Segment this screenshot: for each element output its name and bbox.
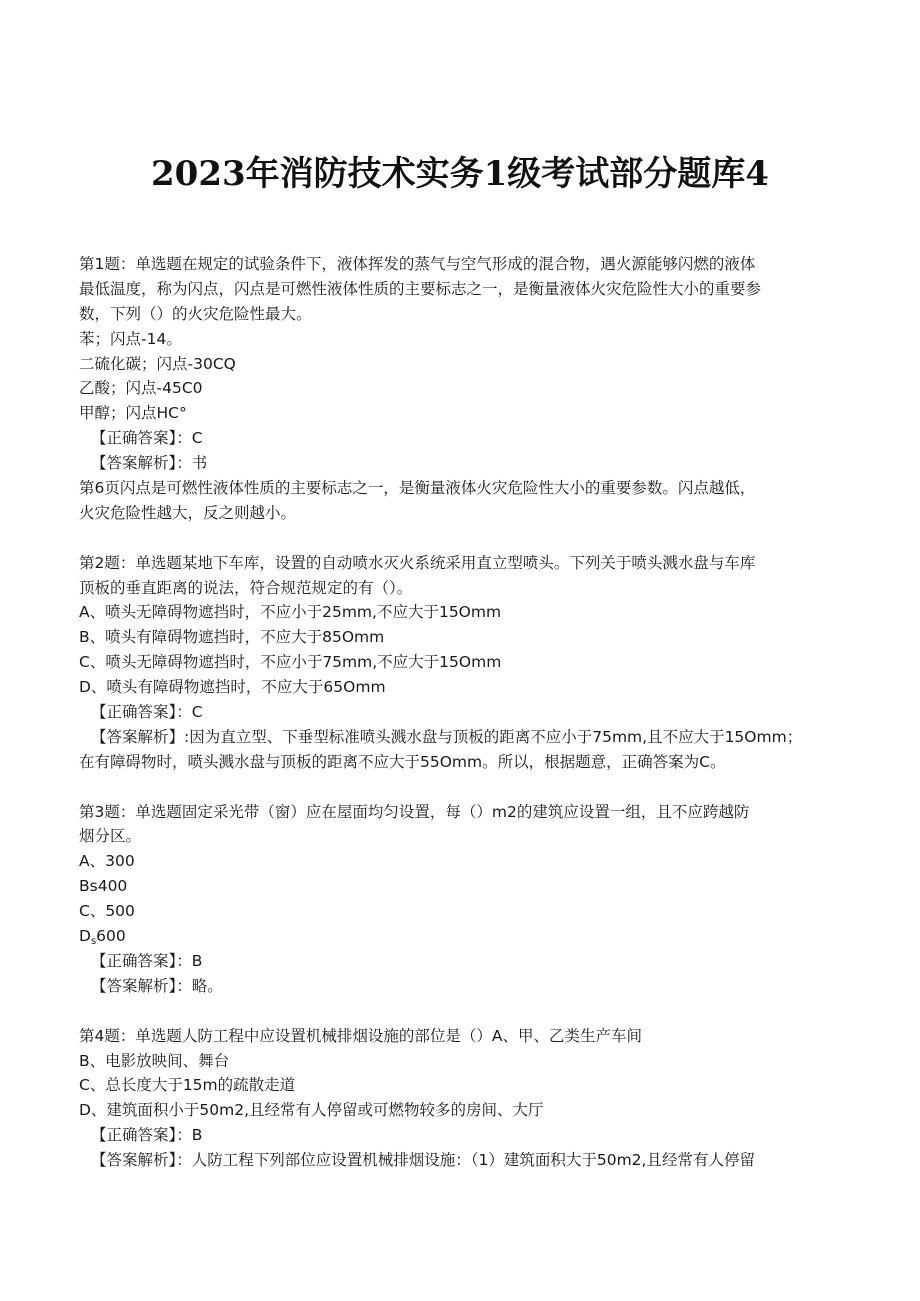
question-spacer [79, 999, 841, 1024]
correct-answer: 【正确答案】：C [91, 429, 203, 448]
answer-analysis: 【答案解析】：书 [91, 454, 208, 473]
document-title: 2023年消防技术实务1级考试部分题库4 [151, 154, 769, 194]
correct-answer: 【正确答案】：C [91, 703, 203, 722]
answer-analysis-line: 在有障碍物时，喷头溅水盘与顶板的距离不应大于55Omm。所以，根据题意，正确答案为C。 [79, 752, 726, 771]
option-a: A、喷头无障碍物遮挡时，不应小于25mm,不应大于15Omm [79, 603, 502, 622]
question-spacer [79, 775, 841, 800]
question-stem-line: 第2题：单选题某地下车库，设置的自动喷水灭火系统采用直立型喷头。下列关于喷头溅水盘与车库 [79, 553, 756, 572]
question-list [79, 252, 841, 1173]
option-c: C、500 [79, 902, 135, 921]
option-c: 乙酸；闪点-45C0 [79, 379, 203, 398]
option-d: D、喷头有障碍物遮挡时，不应大于65Omm [79, 678, 386, 697]
question-stem-line: 烟分区。 [79, 827, 142, 846]
answer-analysis: 【答案解析】:因为直立型、下垂型标准喷头溅水盘与顶板的距离不应小于75mm,且不应大于15Omm； [91, 727, 803, 746]
answer-analysis-line: 第6页闪点是可燃性液体性质的主要标志之一，是衡量液体火灾危险性大小的重要参数。闪点越低， [79, 479, 756, 498]
question-stem-line: 第1题：单选题在规定的试验条件下，液体挥发的蒸气与空气形成的混合物，遇火源能够闪燃的液体 [79, 255, 756, 273]
option-a: 苯；闪点-14。 [79, 329, 182, 348]
question-stem-line: 第3题：单选题固定采光带（窗）应在屋面均匀设置，每（）m2的建筑应设置一组，且不应跨越防 [79, 802, 750, 821]
option-d: 甲醇；闪点HC° [79, 404, 187, 423]
question-1 [79, 252, 841, 526]
option-d-subscript: s [90, 936, 97, 948]
option-b: 二硫化碳；闪点-30CQ [79, 354, 236, 373]
correct-answer: 【正确答案】：B [91, 951, 203, 970]
option-c: C、喷头无障碍物遮挡时，不应小于75mm,不应大于15Omm [79, 653, 502, 672]
option-d [79, 924, 841, 949]
answer-analysis: 【答案解析】：略。 [91, 976, 223, 995]
option-b: Bs400 [79, 877, 128, 896]
question-stem-line: 第4题：单选题人防工程中应设置机械排烟设施的部位是（）A、甲、乙类生产车间 [79, 1026, 642, 1045]
question-spacer [79, 526, 841, 551]
option-d-letter: D [79, 927, 91, 946]
question-stem-line: 顶板的垂直距离的说法，符合规范规定的有（）。 [79, 578, 413, 597]
answer-analysis: 【答案解析】：人防工程下列部位应设置机械排烟设施：（1）建筑面积大于50m2,且经常有人停留 [91, 1151, 755, 1170]
question-stem-line: 最低温度，称为闪点，闪点是可燃性液体性质的主要标志之一，是衡量液体火灾危险性大小的重要参 [79, 279, 762, 298]
question-3 [79, 800, 841, 999]
option-a: A、300 [79, 852, 135, 871]
correct-answer: 【正确答案】：B [91, 1126, 203, 1145]
question-4 [79, 1024, 841, 1173]
option-b: B、电影放映间、舞台 [79, 1051, 230, 1070]
option-d: D、建筑面积小于50m2,且经常有人停留或可燃物较多的房间、大厅 [79, 1101, 544, 1120]
option-b: B、喷头有障碍物遮挡时，不应大于85Omm [79, 628, 385, 647]
answer-analysis-line: 火灾危险性越大，反之则越小。 [79, 503, 297, 522]
question-stem-line: 数，下列（）的火灾危险性最大。 [79, 304, 312, 323]
option-c: C、总长度大于15m的疏散走道 [79, 1076, 296, 1095]
option-d-value: 600 [96, 927, 126, 946]
question-2 [79, 551, 841, 775]
